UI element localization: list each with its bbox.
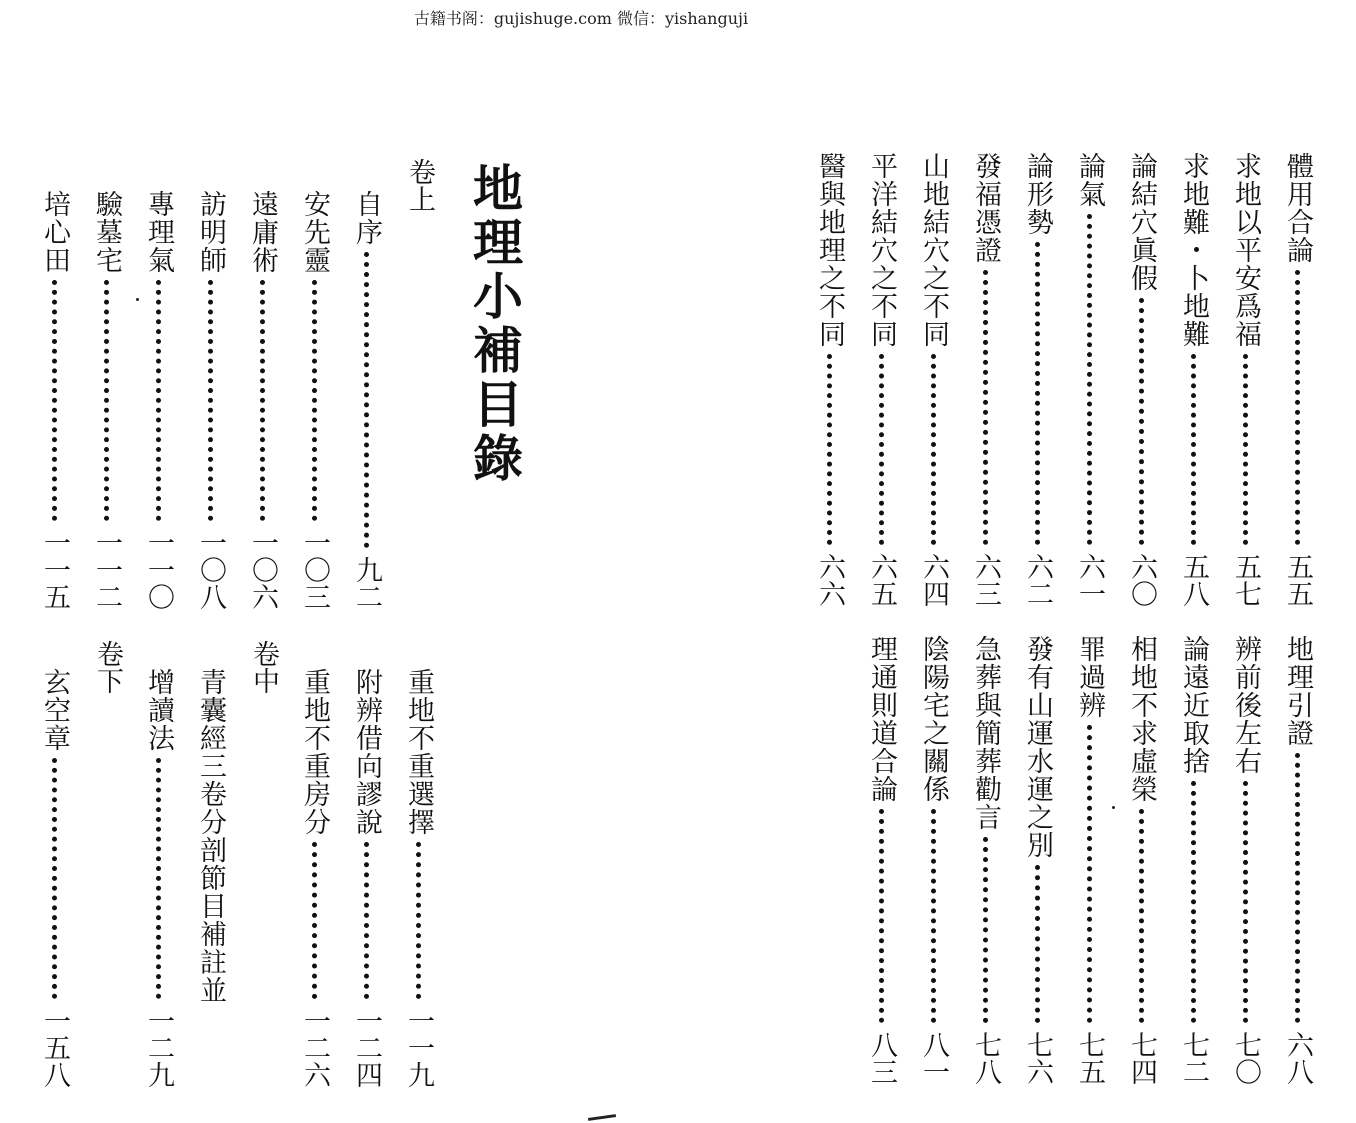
entry-page: 一二九 xyxy=(143,1007,174,1088)
toc-entry[interactable] xyxy=(190,190,230,610)
toc-entry[interactable] xyxy=(861,635,901,1085)
dot-leader xyxy=(1191,354,1196,545)
entry-page: 一〇六 xyxy=(247,529,278,610)
dot-leader xyxy=(931,809,936,1023)
watermark-text: 古籍书阁：gujishuge.com 微信：yishanguji xyxy=(413,9,749,28)
entry-label: 重地不重房分 xyxy=(299,668,330,836)
entry-label: 論遠近取捨 xyxy=(1178,635,1209,775)
entry-label: 求地以平安爲福 xyxy=(1230,152,1261,348)
dot-leader xyxy=(1139,298,1144,545)
dot-leader xyxy=(156,280,161,521)
toc-entry[interactable] xyxy=(1225,152,1265,607)
entry-label: 醫與地理之不同 xyxy=(814,152,845,348)
toc-entry[interactable] xyxy=(1069,152,1109,607)
entry-page: 一一五 xyxy=(39,529,70,610)
entry-page: 七〇 xyxy=(1230,1031,1261,1085)
entry-label: 論結穴眞假 xyxy=(1126,152,1157,292)
toc-entry[interactable] xyxy=(1017,152,1057,607)
entry-page: 六一 xyxy=(1074,553,1105,607)
entry-page: 七二 xyxy=(1178,1031,1209,1085)
entry-label: 專理氣 xyxy=(143,190,174,274)
entry-page: 七六 xyxy=(1022,1031,1053,1085)
entry-page: 七八 xyxy=(970,1031,1001,1085)
entry-page: 八一 xyxy=(918,1031,949,1085)
toc-entry[interactable] xyxy=(965,635,1005,1085)
entry-label: 玄空章 xyxy=(39,668,70,752)
toc-entry[interactable] xyxy=(1173,635,1213,1085)
dot-leader xyxy=(827,354,832,545)
entry-label: 安先靈 xyxy=(299,190,330,274)
entry-page: 五七 xyxy=(1230,553,1261,607)
dot-leader xyxy=(879,809,884,1023)
entry-label: 訪明師 xyxy=(195,190,226,274)
toc-entry[interactable] xyxy=(346,190,386,610)
dot-leader xyxy=(364,842,369,999)
entry-label: 發福憑證 xyxy=(970,152,1001,264)
toc-entry[interactable] xyxy=(294,190,334,610)
dot-leader xyxy=(312,842,317,999)
dot-leader xyxy=(364,252,369,548)
entry-page: 一二四 xyxy=(351,1007,382,1088)
toc-entry[interactable] xyxy=(138,668,178,1088)
entry-page: 五八 xyxy=(1178,553,1209,607)
entry-page: 五五 xyxy=(1282,553,1313,607)
dot-leader xyxy=(1243,781,1248,1023)
entry-page: 一五八 xyxy=(39,1007,70,1088)
dot-leader xyxy=(1243,354,1248,545)
entry-label: 山地結穴之不同 xyxy=(918,152,949,348)
dot-leader xyxy=(879,354,884,545)
dot-leader xyxy=(1295,270,1300,545)
toc-entry[interactable] xyxy=(86,190,126,610)
dot-leader xyxy=(1295,753,1300,1023)
entry-label: 陰陽宅之關係 xyxy=(918,635,949,803)
entry-page: 六八 xyxy=(1282,1031,1313,1085)
dot-leader xyxy=(416,842,421,999)
toc-entry[interactable] xyxy=(1121,152,1161,607)
toc-entry[interactable] xyxy=(1069,635,1109,1085)
dot-leader xyxy=(1191,781,1196,1023)
dot-leader xyxy=(983,837,988,1023)
dot-leader xyxy=(1035,242,1040,545)
toc-entry[interactable] xyxy=(913,152,953,607)
toc-entry[interactable] xyxy=(138,190,178,610)
toc-entry[interactable] xyxy=(242,190,282,610)
dot-leader xyxy=(260,280,265,521)
section-middle: 卷中 xyxy=(248,640,279,694)
toc-entry[interactable] xyxy=(1017,635,1057,1085)
dot-leader xyxy=(52,280,57,521)
entry-page: 六六 xyxy=(814,553,845,607)
toc-entry[interactable] xyxy=(294,668,334,1088)
dot-leader xyxy=(156,758,161,999)
entry-page: 六三 xyxy=(970,553,1001,607)
dot-leader xyxy=(931,354,936,545)
entry-label: 罪過辨 xyxy=(1074,635,1105,719)
dot-leader xyxy=(1035,865,1040,1023)
entry-label: 理通則道合論 xyxy=(866,635,897,803)
toc-entry[interactable] xyxy=(1225,635,1265,1085)
entry-page: 六〇 xyxy=(1126,553,1157,607)
toc-entry[interactable] xyxy=(1277,635,1317,1085)
entry-label: 附辨借向謬說 xyxy=(351,668,382,836)
entry-label: 求地難・卜地難 xyxy=(1178,152,1209,348)
entry-label: 重地不重選擇 xyxy=(403,668,434,836)
entry-page: 九二 xyxy=(351,556,382,610)
entry-label: 論形勢 xyxy=(1022,152,1053,236)
entry-page: 一一九 xyxy=(403,1007,434,1088)
toc-entry[interactable] xyxy=(913,635,953,1085)
toc-entry[interactable] xyxy=(398,668,438,1088)
entry-page: 一二六 xyxy=(299,1007,330,1088)
entry-page: 一〇八 xyxy=(195,529,226,610)
entry-page: 六四 xyxy=(918,553,949,607)
dot-leader xyxy=(983,270,988,545)
entry-page: 六五 xyxy=(866,553,897,607)
entry-label: 增讀法 xyxy=(143,668,174,752)
dot-leader xyxy=(1087,214,1092,545)
entry-label: 急葬與簡葬勸言 xyxy=(970,635,1001,831)
toc-entry[interactable] xyxy=(1277,152,1317,607)
entry-page: 一一〇 xyxy=(143,529,174,610)
toc-entry[interactable] xyxy=(809,152,849,607)
entry-label: 地理引證 xyxy=(1282,635,1313,747)
entry-label: 體用合論 xyxy=(1282,152,1313,264)
dot-leader xyxy=(1139,809,1144,1023)
toc-entry[interactable] xyxy=(1121,635,1161,1085)
toc-entry[interactable] xyxy=(34,190,74,610)
toc-entry[interactable] xyxy=(861,152,901,607)
entry-label: 發有山運水運之別 xyxy=(1022,635,1053,859)
section-upper: 卷上 xyxy=(404,158,435,212)
dot-leader xyxy=(104,280,109,521)
entry-label: 平洋結穴之不同 xyxy=(866,152,897,348)
entry-label: 培心田 xyxy=(39,190,70,274)
dot-leader xyxy=(1087,725,1092,1023)
scan-stroke xyxy=(588,1114,616,1121)
entry-label: 辨前後左右 xyxy=(1230,635,1261,775)
dot-leader xyxy=(312,280,317,521)
toc-entry[interactable] xyxy=(1173,152,1213,607)
entry-page: 七五 xyxy=(1074,1031,1105,1085)
toc-entry-continued[interactable] xyxy=(190,668,230,1004)
entry-label: 青囊經三卷分剖節目補註並 xyxy=(195,668,226,1004)
entry-label: 驗墓宅 xyxy=(91,190,122,274)
dot-leader xyxy=(52,758,57,999)
entry-page: 六二 xyxy=(1022,553,1053,607)
entry-page: 七四 xyxy=(1126,1031,1157,1085)
entry-page: 一一二 xyxy=(91,529,122,610)
scan-speck xyxy=(1112,806,1115,809)
toc-entry[interactable] xyxy=(34,668,74,1088)
page-title: 地理小補目錄 xyxy=(465,162,524,486)
scan-speck xyxy=(136,298,139,301)
toc-entry[interactable] xyxy=(346,668,386,1088)
entry-label: 自序 xyxy=(351,190,382,246)
section-lower: 卷下 xyxy=(92,640,123,694)
toc-entry[interactable] xyxy=(965,152,1005,607)
entry-page: 八三 xyxy=(866,1031,897,1085)
entry-label: 遠庸術 xyxy=(247,190,278,274)
entry-page: 一〇三 xyxy=(299,529,330,610)
dot-leader xyxy=(208,280,213,521)
entry-label: 相地不求虛榮 xyxy=(1126,635,1157,803)
entry-label: 論氣 xyxy=(1074,152,1105,208)
